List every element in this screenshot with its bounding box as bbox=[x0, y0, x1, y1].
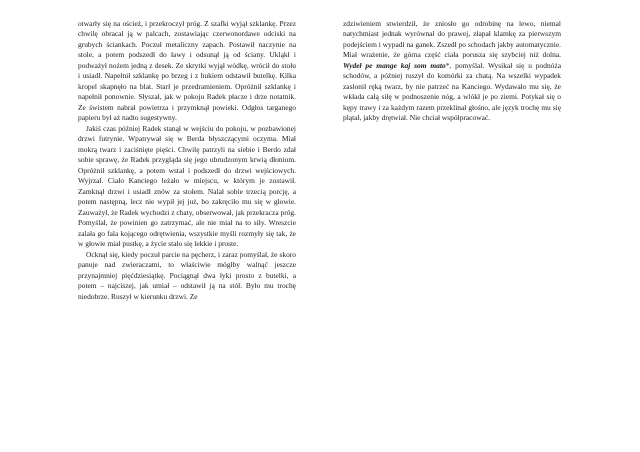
paragraph-text-start: zdziwieniem stwierdził, że zniosło go odrobinę na lewo, niemal natychmiast jednak wyrównał do prawej, złapał klamkę za pierwszym podejściem i wypadł na ganek. Zszedł po schodach jakby automatycznie. Miał wrażenie, że górna część ciała porusza się szybciej niż dolna. bbox=[343, 19, 561, 60]
right-page-text bbox=[343, 19, 561, 124]
paragraph-text-end: *, pomyślał. Wysikał się u podnóża schodów, a później ruszył do komórki za chatą. Na wszelki wypadek zasłonił ręką twarz, by nie patrzeć na Kanciego. Wydawało mu się, że wkłada całą siłę w podnoszenie nóg, a wlókł je po ziemi. Potykał się o kępy trawy i za każdym razem przeklinał głośno, ale język trochę mu się plątał, jakby drętwiał. Nie chciał współpracować. bbox=[343, 60, 561, 123]
paragraph: otwarły się na oścież, i przekroczył próg. Z szafki wyjął szklankę. Przez chwilę obracał ją w palcach, zostawiając czerwonordawe odciski na grubych ściankach. Poczuł metaliczny zapach. Postawił naczynie na stole, a potem podszedł do ławy i odsunął ją od ściany. Ukląkł i podważył nożem jedną z desek. Ze skrytki wyjął wódkę, wrócił do stołu i usiadł. Napełnił szklankę po brzeg i z hukiem odstawił butelkę. Kilka kropel skapnęło na blat. Starł je przedramieniem. Opróżnił szklankę i napełnił ponownie. Słyszał, jak w pokoju Radek płacze i drze notatnik. Ze świstem nabrał powietrza i przymknął powieki. Odgłos targanego papieru był aż nadto sugestywny. bbox=[78, 19, 296, 123]
paragraph: Jakiś czas później Radek stanął w wejściu do pokoju, w pozbawionej drzwi futrynie. Wpatrywał się w Berda błyszczącymi oczyma. Miał mokrą twarz i zaciśnięte pięści. Chwilę patrzyli na siebie i Berdo zdał sobie sprawę, że Radek przygląda się jego ubrudzonym krwią dłoniom. Opróżnił szklankę, a potem wstał i podszedł do drzwi wejściowych. Wyjrzał. Ciało Kanciego leżało w miejscu, w którym je zostawił. Zamknął drzwi i usiadł znów za stołem. Nalał sobie trzecią porcję, a potem następną, lecz nie wypił jej już, bo zakręciło mu się w głowie. Zauważył, że Radek wychodzi z chaty, obserwował, jak przekracza próg. Pomyślał, że powinien go zatrzymać, ale nie miał na to siły. Wreszcie zalała go fala kojącego odrętwienia, wszystkie myśli rozmyły się tak, że w głowie miał pustkę, a życie stało się lekkie i proste. bbox=[78, 123, 296, 249]
right-page bbox=[320, 0, 640, 452]
left-page-text bbox=[78, 19, 296, 302]
romani-phrase: Wydeł pe mange kaj som mato bbox=[343, 60, 446, 70]
paragraph bbox=[343, 19, 561, 124]
paragraph: Ocknął się, kiedy poczuł parcie na pęcherz, i zaraz pomyślał, że skoro panuje nad zwieraczami, to właściwie mógłby walnąć jeszcze przynajmniej pięćdziesiątkę. Pociągnął dwa łyki prosto z butelki, a potem – najciszej, jak umiał – odstawił ją na stół. Było mu trochę niedobrze. Ruszył w kierunku drzwi. Ze bbox=[78, 249, 296, 301]
